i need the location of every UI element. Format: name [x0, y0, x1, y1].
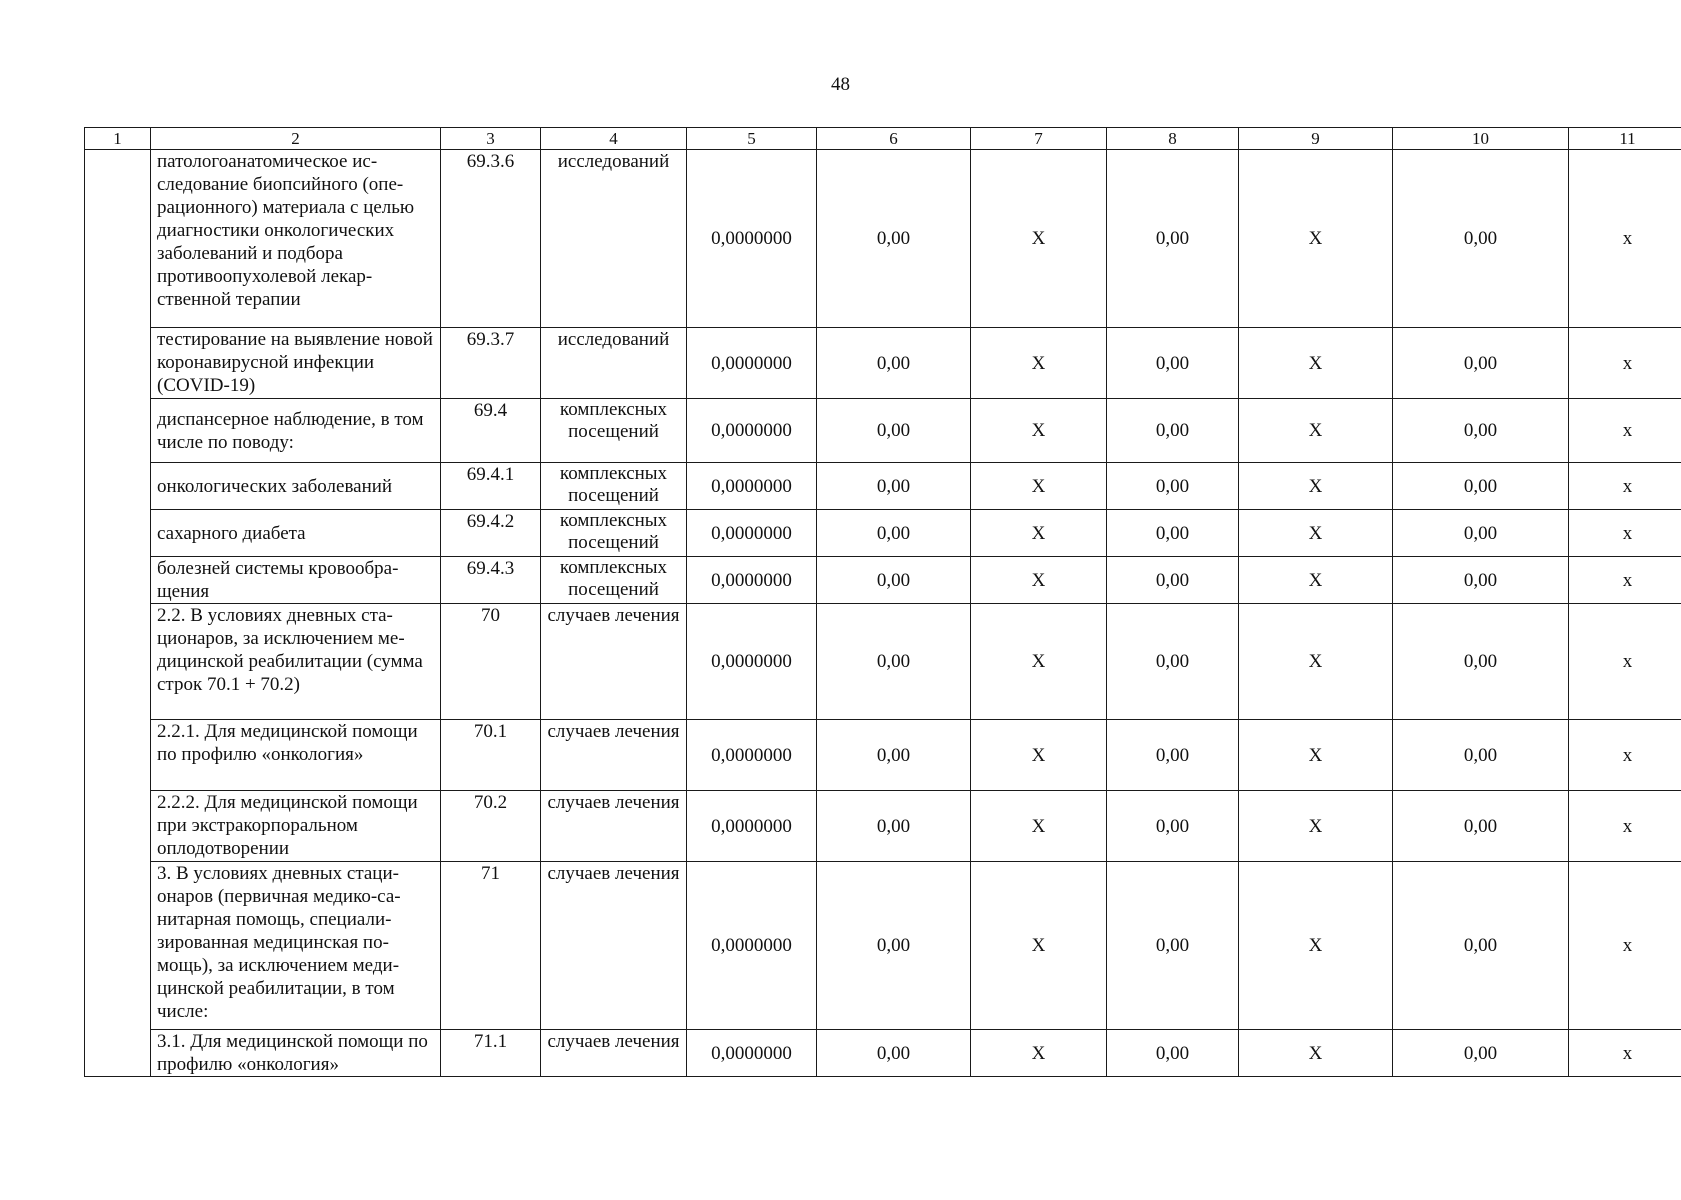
unit-of-measure: комплексных посещений [541, 557, 687, 604]
column-number-cell: 2 [151, 128, 441, 150]
value-col8: 0,00 [1107, 791, 1239, 862]
indicator-name: 2.2.1. Для медицинской помощи по профилю «онкология» [151, 720, 441, 791]
value-col5: 0,0000000 [687, 1030, 817, 1077]
row-code: 69.4.3 [441, 557, 541, 604]
indicator-name: 2.2. В условиях дневных стационаров, за исключением медицинской реабилитации (сумма строк 70.1 + 70.2) [151, 604, 441, 720]
value-col6: 0,00 [817, 791, 971, 862]
mark-col7: X [971, 399, 1107, 463]
value-col6: 0,00 [817, 862, 971, 1030]
value-col10: 0,00 [1393, 463, 1569, 510]
row-code: 71.1 [441, 1030, 541, 1077]
value-col10: 0,00 [1393, 328, 1569, 399]
empty-column-cell [85, 150, 151, 1077]
mark-col9: X [1239, 862, 1393, 1030]
table-row [85, 399, 1681, 463]
value-col8: 0,00 [1107, 328, 1239, 399]
column-number-cell: 5 [687, 128, 817, 150]
value-col6: 0,00 [817, 510, 971, 557]
table-row [85, 1030, 1681, 1077]
value-col6: 0,00 [817, 1030, 971, 1077]
mark-col11: x [1569, 862, 1681, 1030]
value-col5: 0,0000000 [687, 510, 817, 557]
mark-col11: x [1569, 399, 1681, 463]
mark-col7: X [971, 328, 1107, 399]
column-number-cell: 11 [1569, 128, 1681, 150]
value-col8: 0,00 [1107, 720, 1239, 791]
mark-col11: x [1569, 557, 1681, 604]
indicator-name: тестирование на выявление новой коронавирусной инфекции (COVID-19) [151, 328, 441, 399]
value-col5: 0,0000000 [687, 862, 817, 1030]
column-number-cell: 8 [1107, 128, 1239, 150]
row-code: 70.2 [441, 791, 541, 862]
unit-of-measure: исследований [541, 150, 687, 328]
indicator-name: болезней системы кровообращения [151, 557, 441, 604]
value-col10: 0,00 [1393, 557, 1569, 604]
value-col5: 0,0000000 [687, 328, 817, 399]
mark-col7: X [971, 791, 1107, 862]
row-code: 69.4.1 [441, 463, 541, 510]
table-row [85, 720, 1681, 791]
table-row [85, 463, 1681, 510]
value-col8: 0,00 [1107, 1030, 1239, 1077]
unit-of-measure: случаев лечения [541, 720, 687, 791]
mark-col7: X [971, 604, 1107, 720]
mark-col11: x [1569, 510, 1681, 557]
indicator-name: диспансерное наблюдение, в том числе по поводу: [151, 399, 441, 463]
page-number: 48 [831, 74, 850, 95]
mark-col9: X [1239, 604, 1393, 720]
table-row [85, 328, 1681, 399]
value-col5: 0,0000000 [687, 399, 817, 463]
mark-col9: X [1239, 150, 1393, 328]
indicator-name: онкологических заболеваний [151, 463, 441, 510]
mark-col9: X [1239, 1030, 1393, 1077]
unit-of-measure: комплексных посещений [541, 510, 687, 557]
value-col10: 0,00 [1393, 150, 1569, 328]
row-code: 69.4.2 [441, 510, 541, 557]
column-number-cell: 9 [1239, 128, 1393, 150]
mark-col9: X [1239, 720, 1393, 791]
column-number-cell: 1 [85, 128, 151, 150]
mark-col7: X [971, 150, 1107, 328]
unit-of-measure: случаев лечения [541, 862, 687, 1030]
column-number-row [85, 128, 1681, 150]
table-row [85, 604, 1681, 720]
indicator-name: сахарного диабета [151, 510, 441, 557]
table-row [85, 557, 1681, 604]
indicator-name: патологоанатомическое исследование биопсийного (операционного) материала с целью диагностики онкологических заболеваний и подбора противоопухолевой лекарственной терапии [151, 150, 441, 328]
mark-col9: X [1239, 399, 1393, 463]
row-code: 70.1 [441, 720, 541, 791]
value-col8: 0,00 [1107, 604, 1239, 720]
column-number-cell: 4 [541, 128, 687, 150]
row-code: 71 [441, 862, 541, 1030]
value-col10: 0,00 [1393, 1030, 1569, 1077]
row-code: 69.3.7 [441, 328, 541, 399]
value-col5: 0,0000000 [687, 463, 817, 510]
mark-col9: X [1239, 557, 1393, 604]
mark-col11: x [1569, 720, 1681, 791]
value-col6: 0,00 [817, 720, 971, 791]
unit-of-measure: исследований [541, 328, 687, 399]
column-number-cell: 10 [1393, 128, 1569, 150]
mark-col7: X [971, 1030, 1107, 1077]
unit-of-measure: комплексных посещений [541, 399, 687, 463]
table-row [85, 791, 1681, 862]
mark-col9: X [1239, 510, 1393, 557]
mark-col11: x [1569, 1030, 1681, 1077]
table-row [85, 150, 1681, 328]
value-col10: 0,00 [1393, 862, 1569, 1030]
mark-col7: X [971, 463, 1107, 510]
value-col8: 0,00 [1107, 463, 1239, 510]
data-table [84, 127, 1681, 1077]
value-col8: 0,00 [1107, 399, 1239, 463]
unit-of-measure: комплексных посещений [541, 463, 687, 510]
value-col6: 0,00 [817, 328, 971, 399]
value-col8: 0,00 [1107, 510, 1239, 557]
value-col8: 0,00 [1107, 557, 1239, 604]
mark-col7: X [971, 510, 1107, 557]
value-col10: 0,00 [1393, 720, 1569, 791]
mark-col7: X [971, 862, 1107, 1030]
row-code: 69.3.6 [441, 150, 541, 328]
row-code: 70 [441, 604, 541, 720]
mark-col11: x [1569, 150, 1681, 328]
value-col5: 0,0000000 [687, 720, 817, 791]
value-col6: 0,00 [817, 557, 971, 604]
mark-col11: x [1569, 604, 1681, 720]
value-col10: 0,00 [1393, 510, 1569, 557]
mark-col11: x [1569, 463, 1681, 510]
mark-col7: X [971, 720, 1107, 791]
value-col10: 0,00 [1393, 399, 1569, 463]
mark-col11: x [1569, 328, 1681, 399]
table-row [85, 862, 1681, 1030]
column-number-cell: 6 [817, 128, 971, 150]
value-col5: 0,0000000 [687, 791, 817, 862]
value-col5: 0,0000000 [687, 604, 817, 720]
indicator-name: 3.1. Для медицинской помощи по профилю «онкология» [151, 1030, 441, 1077]
indicator-name: 2.2.2. Для медицинской помощи при экстракорпоральном оплодотворении [151, 791, 441, 862]
value-col5: 0,0000000 [687, 150, 817, 328]
mark-col9: X [1239, 463, 1393, 510]
row-code: 69.4 [441, 399, 541, 463]
unit-of-measure: случаев лечения [541, 1030, 687, 1077]
value-col6: 0,00 [817, 150, 971, 328]
value-col6: 0,00 [817, 399, 971, 463]
mark-col9: X [1239, 328, 1393, 399]
mark-col7: X [971, 557, 1107, 604]
mark-col11: x [1569, 791, 1681, 862]
table-row [85, 510, 1681, 557]
indicator-name: 3. В условиях дневных стационаров (первичная медико-санитарная помощь, специализированная медицинская помощь), за исключением медицинской реабилитации, в том числе: [151, 862, 441, 1030]
value-col8: 0,00 [1107, 862, 1239, 1030]
mark-col9: X [1239, 791, 1393, 862]
column-number-cell: 3 [441, 128, 541, 150]
value-col10: 0,00 [1393, 791, 1569, 862]
value-col10: 0,00 [1393, 604, 1569, 720]
value-col6: 0,00 [817, 463, 971, 510]
value-col6: 0,00 [817, 604, 971, 720]
column-number-cell: 7 [971, 128, 1107, 150]
value-col5: 0,0000000 [687, 557, 817, 604]
unit-of-measure: случаев лечения [541, 604, 687, 720]
unit-of-measure: случаев лечения [541, 791, 687, 862]
value-col8: 0,00 [1107, 150, 1239, 328]
